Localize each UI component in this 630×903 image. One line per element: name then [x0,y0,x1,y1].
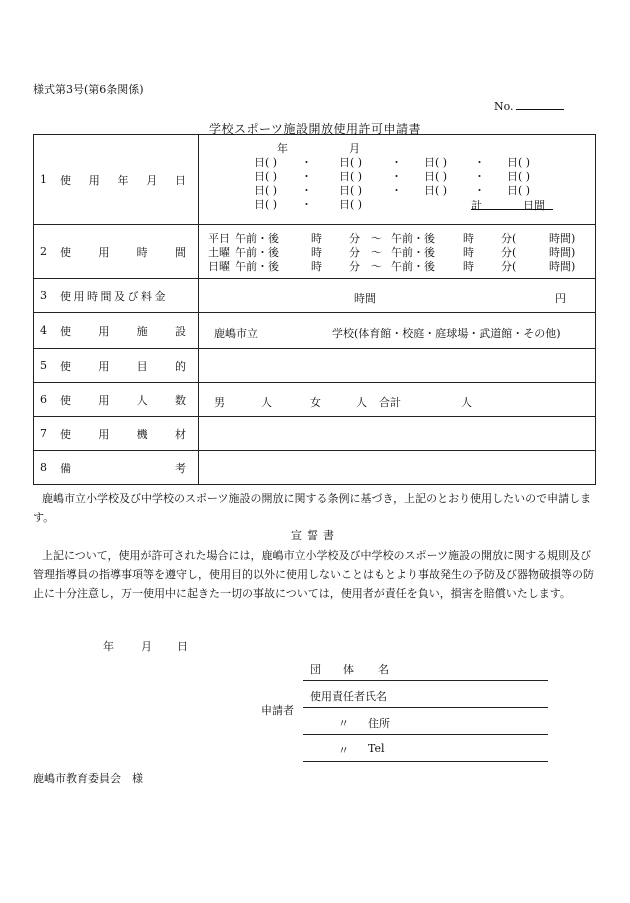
separator: ・ [391,183,402,197]
female-label: 女 [310,395,321,409]
label-char: 施 [136,324,148,338]
people-cell[interactable] [199,383,596,417]
label-char: 設 [174,324,186,338]
am-pm: 午前・後 [391,231,435,245]
document-number-field[interactable] [516,100,564,110]
hour-unit: 時 [311,245,322,259]
time-row-sunday[interactable] [199,258,596,272]
label-char: 機 [136,427,148,441]
row-fee [34,279,596,313]
minute-unit: 分 [349,259,360,273]
separator: ・ [474,183,485,197]
people-unit: 人 [356,395,367,409]
year-label: 年 [277,141,288,155]
day-type: 土曜 [208,245,230,259]
row-number: 1 [40,173,47,186]
label-char: 用 [98,359,110,373]
row-label [34,451,199,485]
facility-cell[interactable] [199,313,596,349]
day-entry[interactable]: 日( ) [424,169,448,183]
row-label [34,313,199,349]
row-usage-time [34,225,596,279]
day-type: 日曜 [208,259,230,273]
total-unit: 日間 [523,198,545,212]
day-entry[interactable]: 日( ) [254,169,278,183]
row-label [34,349,199,383]
people-unit: 人 [461,395,472,409]
label-char: 使 [60,245,71,259]
label-char: 用 [98,427,110,441]
document-number [494,100,564,113]
row-facility [34,313,596,349]
range-tilde: ～ [371,231,382,245]
row-label [34,279,199,313]
label-char: 日 [175,173,186,187]
address-label: 住所 [368,717,390,730]
org-name-char: 団 [310,663,321,676]
row-label [34,225,199,279]
people-unit: 人 [261,395,272,409]
applicant-label: 申請者 [261,704,294,717]
responsible-person-field[interactable] [303,707,548,708]
hours-unit: 時間 [354,291,376,305]
time-row-saturday[interactable] [199,244,596,258]
application-statement: 鹿嶋市立小学校及び中学校のスポーツ施設の開放に関する条例に基づき，上記のとおり使用したいので申請します。 [33,492,592,524]
range-tilde: ～ [371,245,382,259]
am-pm: 午前・後 [235,231,279,245]
label-char: 使 [60,393,71,407]
document-number-label: No. [494,100,514,113]
row-number: 2 [40,245,47,258]
signature-month: 月 [141,640,152,653]
day-type: 平日 [208,231,230,245]
label-char: 時 [136,245,148,259]
male-label: 男 [214,395,225,409]
form-title: 学校スポーツ施設開放使用許可申請書 [208,122,422,136]
day-entry[interactable]: 日( ) [339,169,363,183]
responsible-person-label: 使用責任者氏名 [310,690,387,703]
tel-label: Tel [368,742,385,755]
row-equipment [34,417,596,451]
facility-city: 鹿嶋市立 [214,326,258,340]
day-entry[interactable]: 日( ) [339,155,363,169]
hour-unit: 時 [463,245,474,259]
label-char: 目 [136,359,148,373]
oath-text: 上記について，使用が許可された場合には，鹿嶋市立小学校及び中学校のスポーツ施設の開放に関する規則及び管理指導員の指導事項等を遵守し，使用目的以外に使用しないことはもとより事故発生の予防及び器物破損等の防止に十分注意し，万一使用中に起きた一切の事故については，使用者が責任を負い，損害を賠償いたします。 [33,549,594,600]
minute-unit: 分( [501,231,517,245]
day-entry[interactable]: 日( ) [254,183,278,197]
duration-unit: 時間) [549,231,576,245]
row-number: 4 [40,324,47,337]
label-char: 用 [98,245,110,259]
form-number: 様式第3号(第6条関係) [33,83,144,96]
am-pm: 午前・後 [235,245,279,259]
day-entry[interactable]: 日( ) [339,183,363,197]
label-char: 人 [136,393,148,407]
day-entry[interactable]: 日( ) [254,155,278,169]
am-pm: 午前・後 [235,259,279,273]
day-entry[interactable]: 日( ) [507,183,531,197]
usage-time-cell[interactable] [199,225,596,279]
label-char: 数 [174,393,186,407]
yen-unit: 円 [555,291,566,305]
row-label [34,383,199,417]
fee-cell[interactable] [199,279,596,313]
label-char: 年 [117,173,129,187]
label-char: 使 [60,173,71,187]
label-char: 用 [98,324,110,338]
facility-options: 学校(体育館・校庭・庭球場・武道館・その他) [332,326,561,340]
oath-title: 宣誓書 [291,529,339,542]
row-number: 6 [40,393,47,406]
row-label [34,417,199,451]
total-label: 合計 [379,395,401,409]
hour-unit: 時 [311,231,322,245]
org-name-char: 名 [378,663,389,676]
hour-unit: 時 [463,259,474,273]
row-number: 7 [40,427,47,440]
label-char: 使 [60,427,71,441]
org-name-char: 体 [343,663,354,676]
equipment-cell[interactable] [199,417,596,451]
ditto-mark: 〃 [338,744,349,757]
row-number: 5 [40,359,47,372]
row-people [34,383,596,417]
range-tilde: ～ [371,259,382,273]
remarks-cell[interactable] [199,451,596,485]
minute-unit: 分( [501,245,517,259]
label-char: 備 [60,461,71,475]
usage-dates-cell[interactable] [199,135,596,225]
total-label: 計 [471,198,482,212]
separator: ・ [474,169,485,183]
separator: ・ [474,155,485,169]
duration-unit: 時間) [549,259,576,273]
label-char: 的 [174,359,186,373]
separator: ・ [301,183,312,197]
addressee: 鹿嶋市教育委員会 様 [33,772,143,785]
label-char: 材 [174,427,186,441]
hour-unit: 時 [463,231,474,245]
application-table [33,134,596,485]
duration-unit: 時間) [549,245,576,259]
row-number: 3 [40,289,47,302]
total-days[interactable] [471,197,553,210]
month-label: 月 [349,141,360,155]
separator: ・ [391,169,402,183]
label-text: 使用時間及び料金 [60,289,168,303]
ditto-mark: 〃 [338,717,349,730]
day-entry[interactable]: 日( ) [424,155,448,169]
address-field[interactable] [303,734,548,735]
signature-day: 日 [177,640,188,653]
hour-unit: 時 [311,259,322,273]
day-entry[interactable]: 日( ) [339,197,363,211]
row-usage-dates [34,135,596,225]
label-char: 使 [60,359,71,373]
row-number: 8 [40,461,47,474]
label-char: 考 [175,461,186,475]
label-char: 用 [88,173,100,187]
am-pm: 午前・後 [391,259,435,273]
separator: ・ [301,197,312,211]
minute-unit: 分 [349,231,360,245]
am-pm: 午前・後 [391,245,435,259]
label-char: 間 [174,245,186,259]
label-char: 月 [146,173,158,187]
tel-field[interactable] [303,761,548,762]
day-entry[interactable]: 日( ) [507,155,531,169]
label-char: 用 [98,393,110,407]
minute-unit: 分( [501,259,517,273]
separator: ・ [301,155,312,169]
row-remarks [34,451,596,485]
separator: ・ [301,169,312,183]
day-entry[interactable]: 日( ) [424,183,448,197]
label-char: 使 [60,324,71,338]
row-purpose [34,349,596,383]
minute-unit: 分 [349,245,360,259]
purpose-cell[interactable] [199,349,596,383]
org-name-field[interactable] [303,680,548,681]
separator: ・ [391,155,402,169]
row-label [34,135,199,225]
day-entry[interactable]: 日( ) [507,169,531,183]
signature-year: 年 [103,640,114,653]
time-row-weekday[interactable] [199,230,596,244]
day-entry[interactable]: 日( ) [254,197,278,211]
